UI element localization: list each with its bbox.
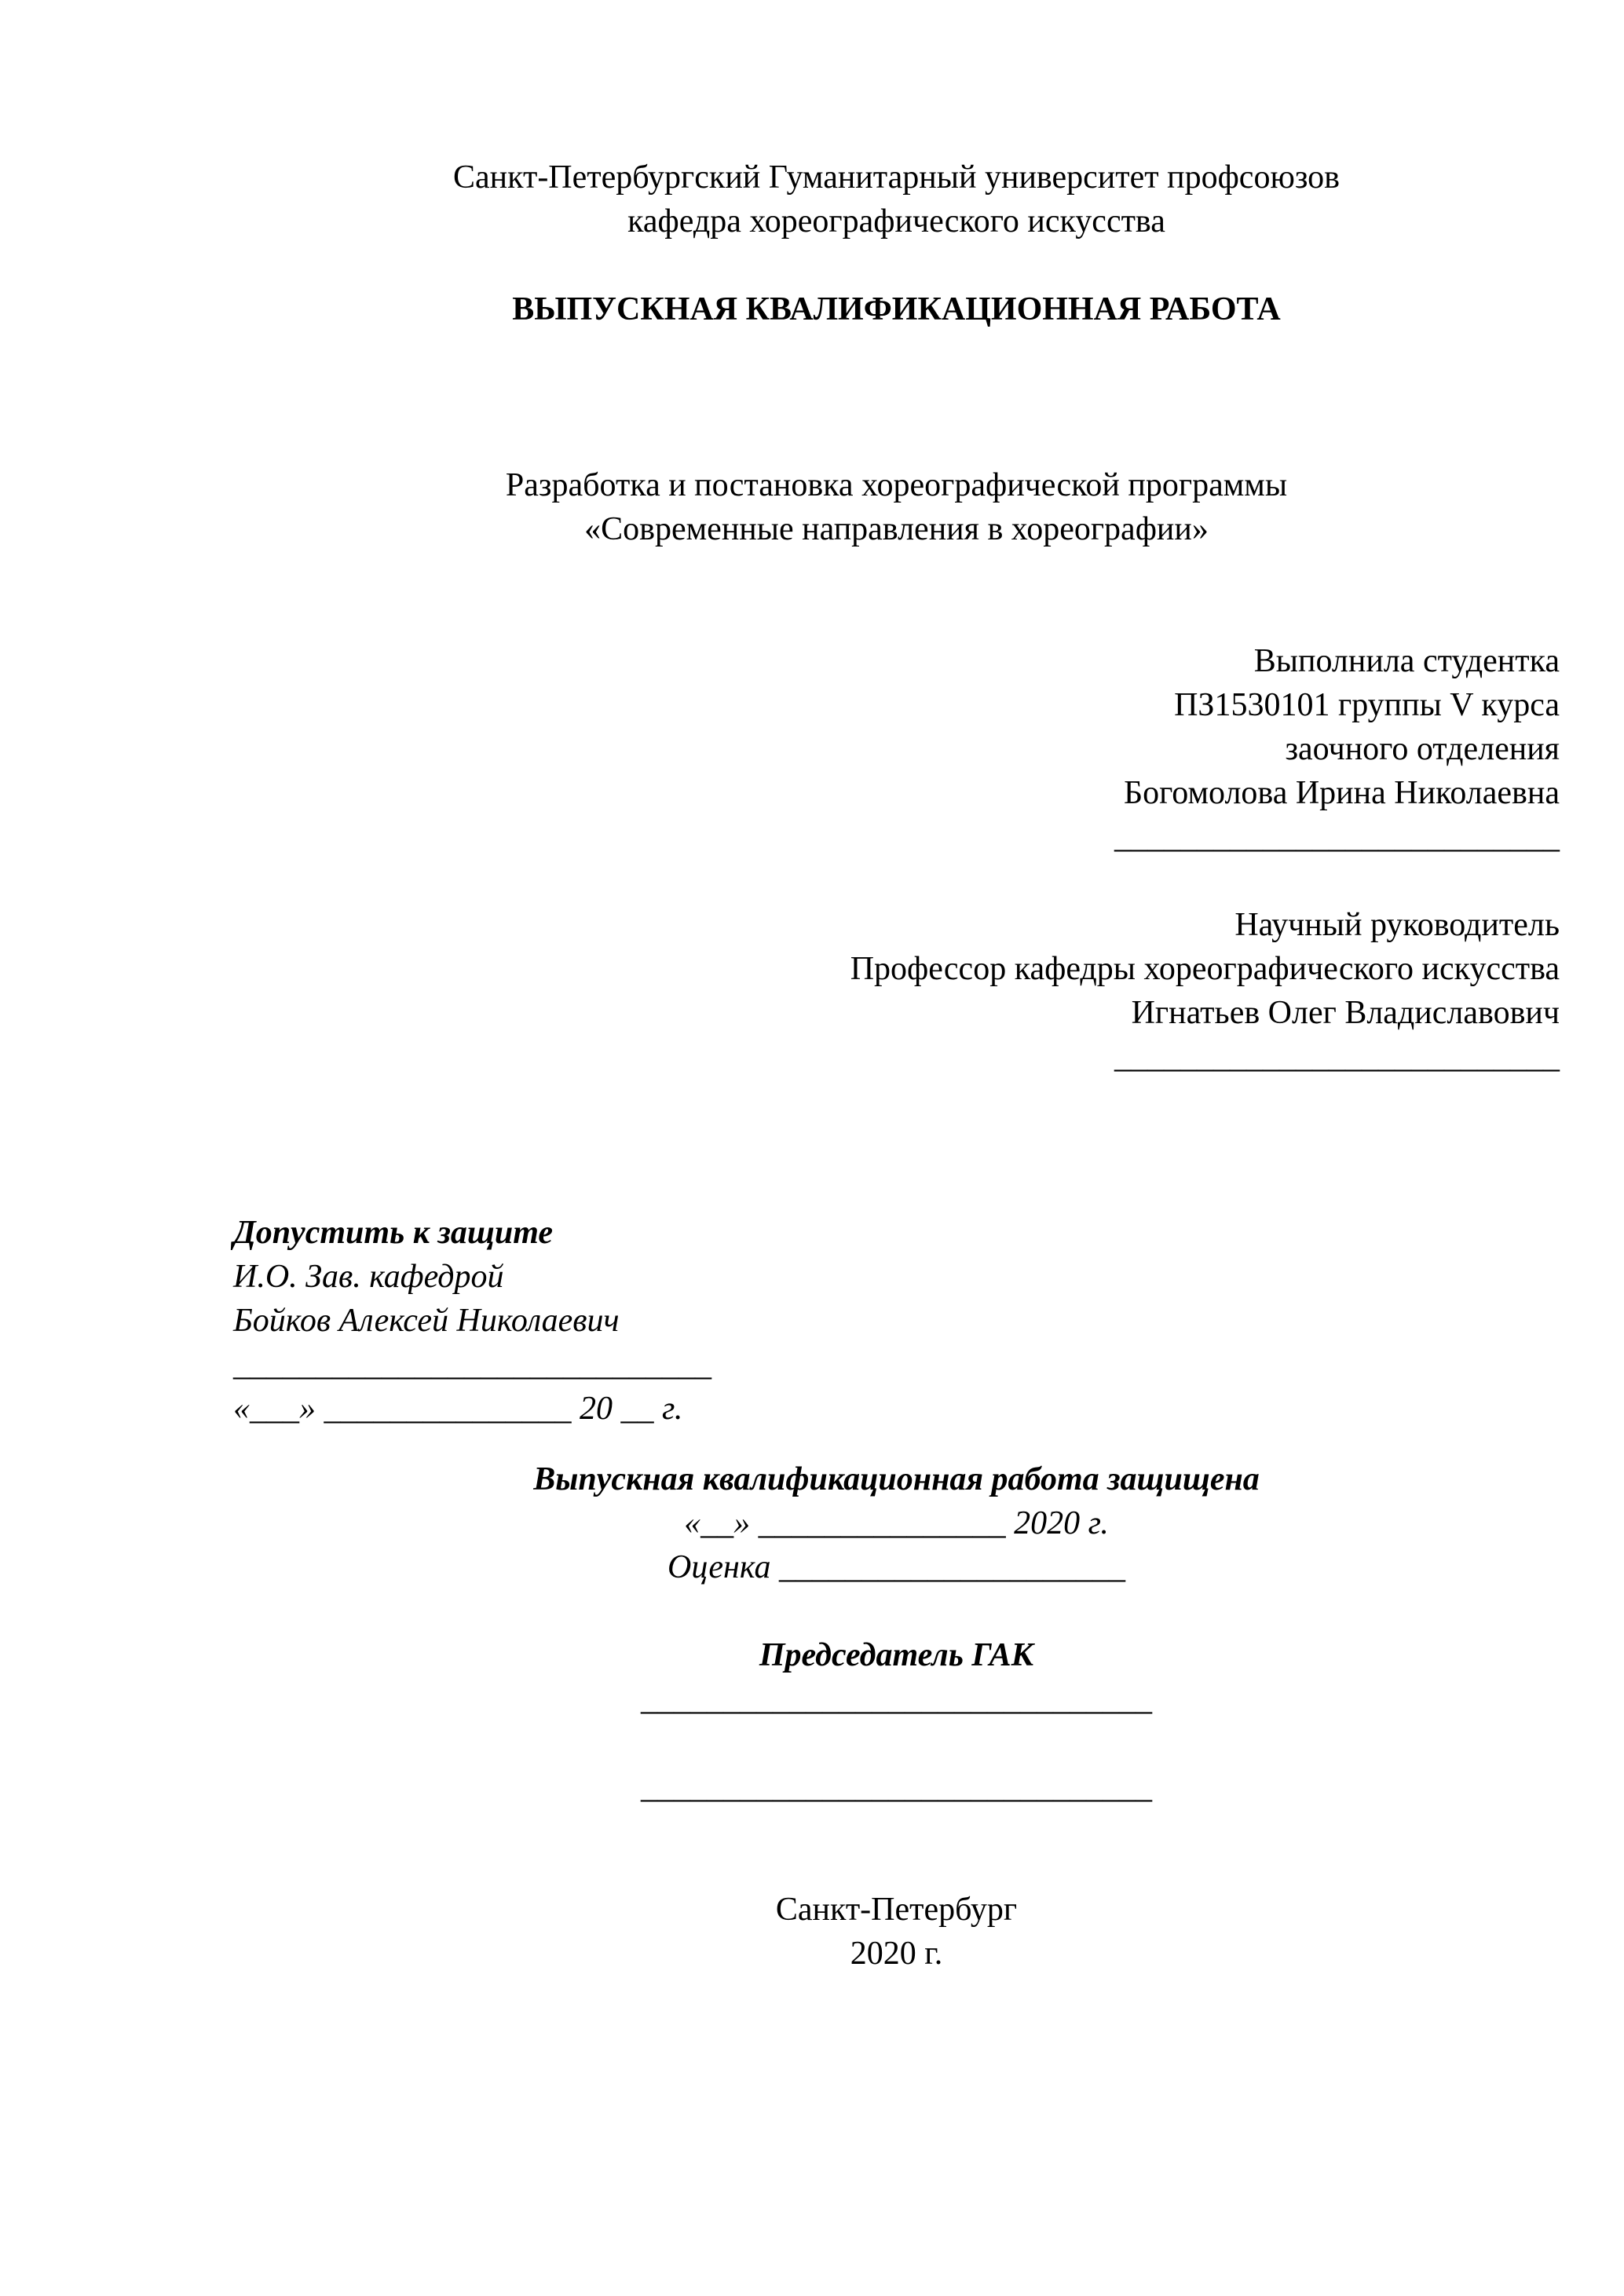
advisor-position: Профессор кафедры хореографического искусства xyxy=(850,951,1560,987)
advisor-name: Игнатьев Олег Владиславович xyxy=(1131,995,1560,1031)
advisor-role: Научный руководитель xyxy=(1234,907,1560,943)
topic-block xyxy=(233,463,1560,551)
chairman-title: Председатель ГАК xyxy=(759,1637,1034,1673)
footer-year: 2020 г. xyxy=(850,1936,943,1972)
department-name: кафедра хореографического искусства xyxy=(627,203,1165,239)
work-type-heading: ВЫПУСКНАЯ КВАЛИФИКАЦИОННАЯ РАБОТА xyxy=(512,291,1281,327)
admission-signature-line: _____________________________ xyxy=(233,1347,711,1383)
topic-line-1: Разработка и постановка хореографической программы xyxy=(505,467,1288,503)
admission-position: И.О. Зав. кафедрой xyxy=(233,1259,504,1295)
student-name: Богомолова Ирина Николаевна xyxy=(1123,775,1560,811)
advisor-signature-line: ___________________________ xyxy=(1114,1039,1560,1075)
defense-block xyxy=(233,1457,1560,1589)
chairman-block xyxy=(233,1633,1560,1809)
university-name: Санкт-Петербургский Гуманитарный университет профсоюзов xyxy=(452,159,1341,196)
student-study-form: заочного отделения xyxy=(1285,731,1560,767)
defense-grade-line: Оценка _____________________ xyxy=(668,1549,1125,1585)
student-block xyxy=(233,639,1560,859)
advisor-block xyxy=(233,903,1560,1079)
chairman-signature-line-2: _______________________________ xyxy=(641,1769,1152,1805)
student-group: ПЗ1530101 группы V курса xyxy=(1174,687,1560,723)
defense-date-line: «__» _______________ 2020 г. xyxy=(684,1505,1109,1541)
footer-city: Санкт-Петербург xyxy=(775,1892,1018,1928)
admission-title: Допустить к защите xyxy=(233,1215,553,1251)
defense-title: Выпускная квалификационная работа защищена xyxy=(533,1461,1260,1497)
student-role: Выполнила студентка xyxy=(1253,643,1560,679)
topic-line-2: «Современные направления в хореографии» xyxy=(584,511,1209,547)
student-signature-line: ___________________________ xyxy=(1114,819,1560,855)
admission-name: Бойков Алексей Николаевич xyxy=(233,1303,620,1339)
admission-block xyxy=(233,1211,1560,1431)
admission-date-line: «___» _______________ 20 __ г. xyxy=(233,1391,683,1427)
chairman-signature-line-1: _______________________________ xyxy=(641,1681,1152,1717)
footer-block xyxy=(233,1888,1560,1976)
